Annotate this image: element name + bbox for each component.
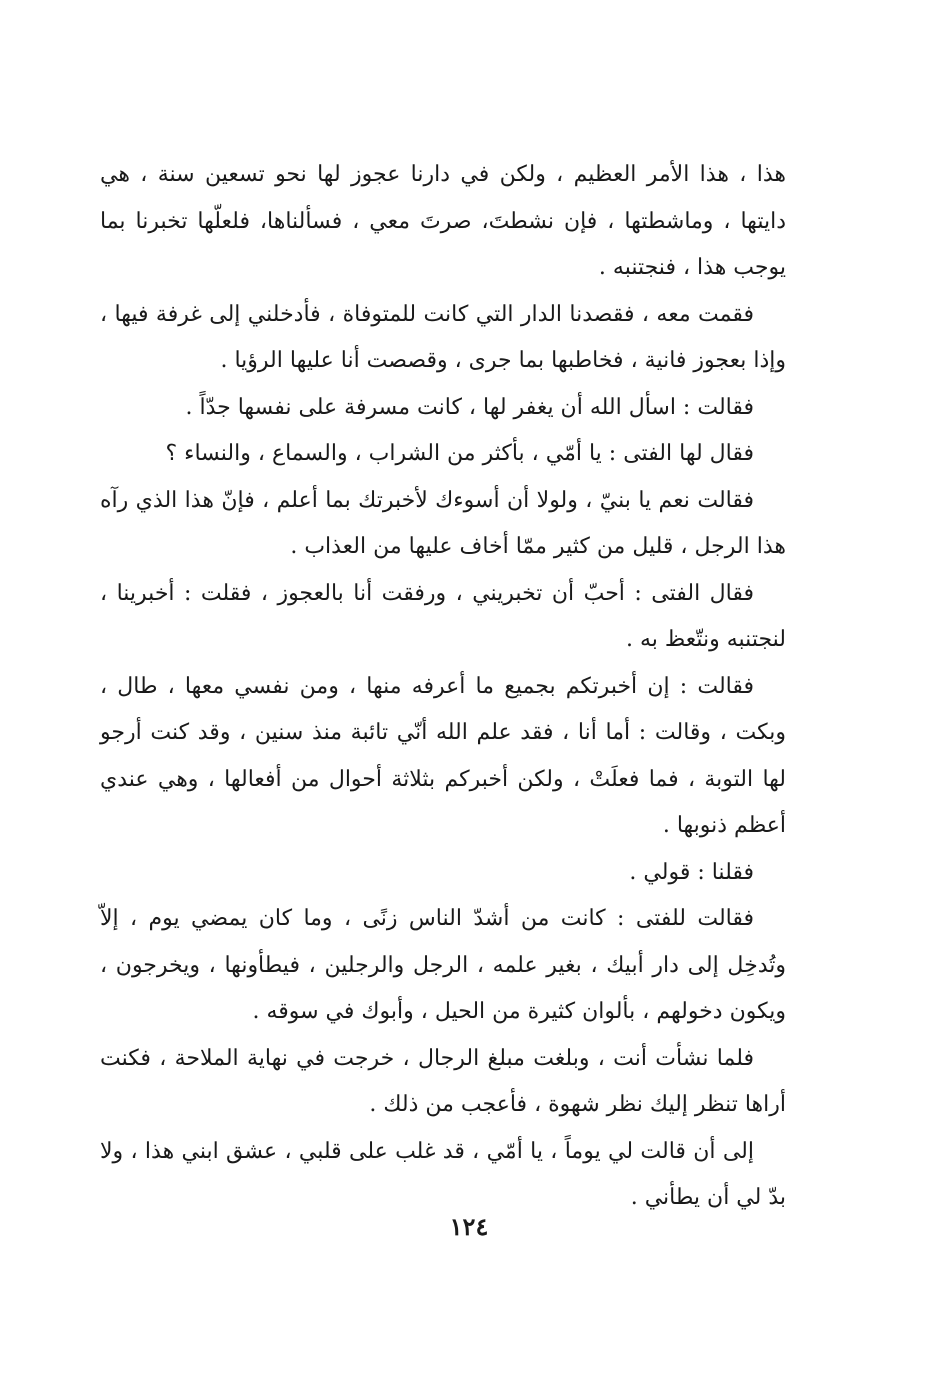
- paragraph-2: فقمت معه ، فقصدنا الدار التي كانت للمتوفاة ، فأدخلني إلى غرفة فيها ، وإذا بعجوز فانية ، فخاطبها بما جرى ، وقصصت أنا عليها الرؤيا .: [100, 301, 786, 373]
- paragraph-5: فقالت نعم يا بنيّ ، ولولا أن أسوءك لأخبرتك بما أعلم ، فإنّ هذا الذي رآه هذا الرجل ، قليل من كثير ممّا أخاف عليها من العذاب .: [100, 487, 786, 559]
- paragraph-4: فقال لها الفتى : يا أمّي ، بأكثر من الشراب ، والسماع ، والنساء ؟: [165, 441, 754, 466]
- page-number: ١٢٤: [449, 1212, 489, 1241]
- paragraph-3: فقالت : اسأل الله أن يغفر لها ، كانت مسرفة على نفسها جدّاً .: [185, 394, 754, 420]
- page-body: [100, 152, 786, 1222]
- paragraph-11: إلى أن قالت لي يوماً ، يا أمّي ، قد غلب على قلبي ، عشق ابني هذا ، ولا بدّ لي أن يطأني .: [100, 1138, 786, 1210]
- paragraph-7: فقالت : إن أخبرتكم بجميع ما أعرفه منها ، ومن نفسي معها ، طال ، وبكت ، وقالت : أما أنا ، فقد علم الله أنّي تائبة منذ سنين ، وقد كنت أرجو لها التوبة ، فما فعلَتْ ، ولكن أخبركم بثلاثة أحوال من أفعالها ، وهي عندي أعظم ذنوبها .: [100, 673, 786, 838]
- paragraph-1: هذا ، هذا الأمر العظيم ، ولكن في دارنا عجوز لها نحو تسعين سنة ، هي دايتها ، وماشطتها ، فإن نشطتَ، صرتَ معي ، فسألناها، فلعلّها تخبرنا بما يوجب هذا ، فنجتنبه .: [100, 162, 786, 280]
- paragraph-6: فقال الفتى : أحبّ أن تخبريني ، ورفقت أنا بالعجوز ، فقلت : أخبرينا ، لنجتنبه ونتّعظ به .: [100, 580, 786, 652]
- paragraph-10: فلما نشأت أنت ، وبلغت مبلغ الرجال ، خرجت في نهاية الملاحة ، فكنت أراها تنظر إليك نظر شهوة ، فأعجب من ذلك .: [100, 1045, 786, 1117]
- paragraph-8: فقلنا : قولي .: [629, 859, 754, 885]
- paragraph-9: فقالت للفتى : كانت من أشدّ الناس زنًى ، وما كان يمضي يوم ، إلاّ وتُدخِل إلى دار أبيك ، بغير علمه ، الرجل والرجلين ، فيطأونها ، ويخرجون ، ويكون دخولهم ، بألوان كثيرة من الحيل ، وأبوك في سوقه .: [100, 906, 786, 1024]
